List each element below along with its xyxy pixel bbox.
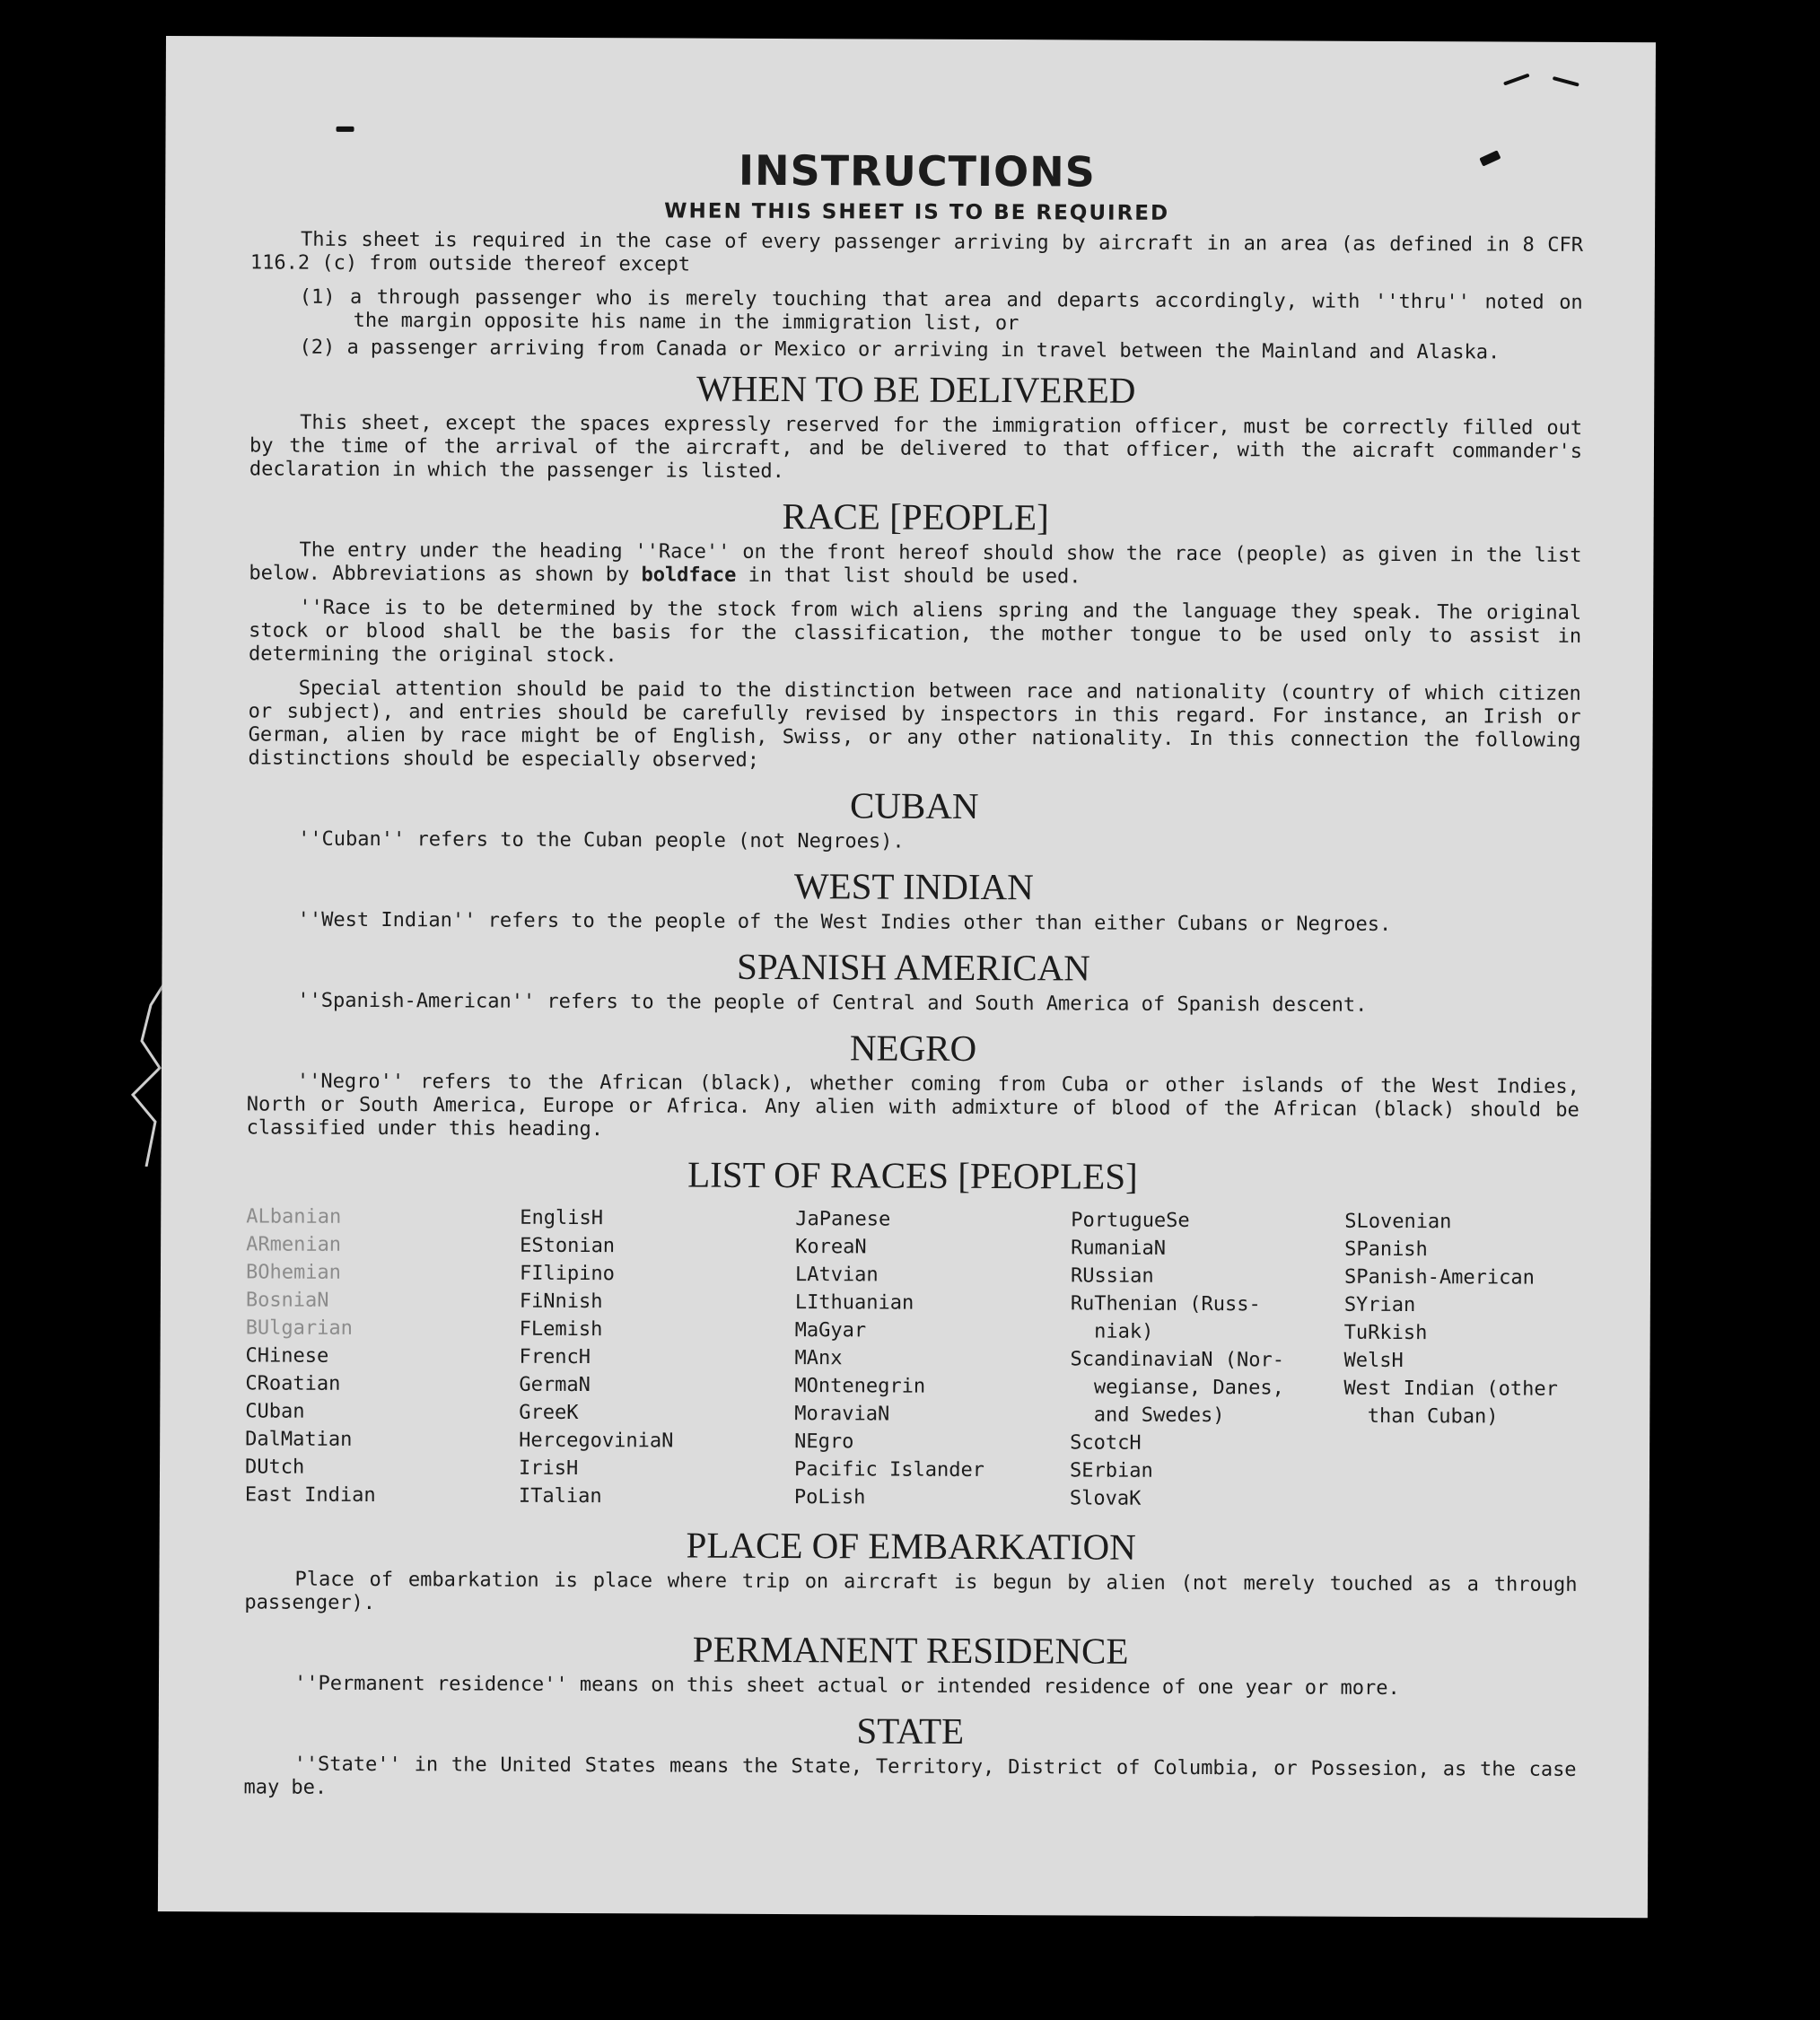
race-list-item: GreeK [519, 1401, 579, 1425]
race-list-item: SPanish-American [1343, 1265, 1535, 1290]
race-column [519, 1204, 795, 1511]
exception-item-2: (2) a passenger arriving from Canada or Mexico or arriving in travel between the Mainland and Alaska. [299, 336, 1501, 364]
section-heading-west-indian: WEST INDIAN [793, 865, 1034, 908]
race-column [794, 1205, 1071, 1512]
ink-mark [337, 127, 354, 132]
race-list-item: SYrian [1343, 1293, 1416, 1317]
ink-mark [1553, 76, 1579, 87]
race-list-item: MoraviaN [794, 1403, 890, 1426]
ink-mark [1503, 74, 1530, 86]
west-indian-text: ''West Indian'' refers to the people of the West Indies other than either Cubans or Negroes. [297, 908, 1392, 936]
race-p1-tail: in that list should be used. [736, 564, 1081, 589]
race-list-item: IrisH [518, 1456, 579, 1481]
race-list-item: LIthuanian [794, 1291, 914, 1315]
race-list-item: RuThenian (Russ- [1070, 1292, 1261, 1316]
race-list-item: BUlgarian [245, 1316, 353, 1340]
section-heading-residence: PERMANENT RESIDENCE [692, 1628, 1129, 1672]
race-list-item: FLemish [519, 1317, 603, 1342]
race-list-item: niak) [1070, 1320, 1154, 1343]
race-column [245, 1202, 520, 1509]
race-list-item: East Indian [244, 1483, 376, 1508]
residence-text: ''Permanent residence'' means on this sheet actual or intended residence of one year or more. [293, 1672, 1400, 1701]
race-list-item: ARmenian [246, 1233, 342, 1256]
race-list-item: ScandinaviaN (Nor- [1070, 1348, 1285, 1372]
race-list-item: CUban [245, 1400, 305, 1423]
race-list-item: FiNnish [519, 1290, 603, 1314]
race-list-item: LAtvian [794, 1264, 879, 1287]
race-list-item: PortugueSe [1071, 1209, 1190, 1232]
section-heading-race-list: LIST OF RACES [PEOPLES] [687, 1153, 1138, 1197]
section-heading-race: RACE [PEOPLE] [782, 495, 1049, 538]
race-list-item: DalMatian [245, 1428, 353, 1451]
race-paragraph-2: ''Race is to be determined by the stock from wich aliens spring and the language they speak. The original stock or blood shall be the basis for the classification, the mother tongue to be used only to assist in determining the original stock. [248, 596, 1582, 668]
race-list-item: BosniaN [245, 1289, 329, 1312]
spanish-american-text: ''Spanish-American'' refers to the people of Central and South America of Spanish descent. [297, 989, 1368, 1017]
boldface-word: boldface [641, 564, 737, 587]
race-list-item: wegianse, Danes, [1070, 1376, 1284, 1400]
race-list-item: West Indian (other [1343, 1377, 1558, 1401]
race-list-item: Pacific Islander [793, 1458, 985, 1482]
race-list-item: WelsH [1343, 1349, 1404, 1373]
race-list-item: KoreaN [795, 1236, 867, 1259]
section-heading-state: STATE [856, 1710, 965, 1752]
race-p1-text: The entry under the heading ''Race'' on the front hereof should show the race (people) as given in the list below. Abbreviations as shown by [249, 538, 1582, 587]
race-list-item: EStonian [520, 1234, 616, 1258]
race-list-item: EnglisH [520, 1206, 604, 1230]
page-title: INSTRUCTIONS [738, 145, 1096, 197]
race-list-item: DUtch [244, 1456, 305, 1479]
section-heading-cuban: CUBAN [849, 784, 979, 826]
delivered-text: This sheet, except the spaces expressly reserved for the immigration officer, must be correctly filled out by the time of the arrival of the aircraft, and be delivered to that officer, with the aicraft commander's declaration in which the passenger is listed. [249, 411, 1583, 484]
race-paragraph-1 [249, 538, 1581, 590]
race-list-item: BOhemian [245, 1261, 342, 1284]
race-paragraph-3: Special attention should be paid to the distinction between race and nationality (country of which citizen or subject), and entries should be carefully revised by inspectors in this regard. For instance, an Irish or German, alien by race might be of English, Swiss, or any other nationality. In this connection the following distinctions should be especially observed; [248, 677, 1581, 772]
race-list-item: FrencH [519, 1345, 591, 1369]
race-list-item: RumaniaN [1071, 1237, 1167, 1260]
cuban-text: ''Cuban'' refers to the Cuban people (not Negroes). [298, 827, 905, 853]
section-heading-spanish-american: SPANISH AMERICAN [736, 945, 1090, 989]
race-list-item: SErbian [1069, 1459, 1153, 1482]
embarkation-text: Place of embarkation is place where trip on aircraft is begun by alien (not merely touched as a through passenger). [244, 1568, 1578, 1615]
section-heading-embarkation: PLACE OF EMBARKATION [686, 1524, 1136, 1568]
race-list-item: MAnx [794, 1347, 843, 1370]
negro-text: ''Negro'' refers to the African (black), whether coming from Cuba or other islands of the West Indies, North or South America, Europe or Africa. Any alien with admixture of blood of the African (black) should be classified under this heading. [246, 1070, 1579, 1141]
race-list-item: SPanish [1344, 1237, 1428, 1262]
race-list-item: CHinese [245, 1344, 329, 1368]
race-list-item: ITalian [518, 1484, 602, 1508]
race-list-item: than Cuban) [1343, 1404, 1499, 1429]
race-list-item: JaPanese [795, 1208, 891, 1231]
race-list-item: PoLish [793, 1486, 866, 1509]
race-list-item: RUssian [1070, 1264, 1154, 1288]
race-list-item: MaGyar [794, 1319, 867, 1342]
race-list-item: CRoatian [245, 1372, 341, 1395]
section-heading-negro: NEGRO [849, 1027, 977, 1069]
race-list [245, 1202, 1579, 1514]
race-list-item: TuRkish [1343, 1321, 1428, 1345]
race-list-item: NEgro [794, 1430, 854, 1454]
page-subtitle: WHEN THIS SHEET IS TO BE REQUIRED [664, 199, 1170, 225]
race-list-item: ScotcH [1070, 1431, 1142, 1455]
race-list-item: MOntenegrin [794, 1375, 926, 1398]
required-intro: This sheet is required in the case of every passenger arriving by aircraft in an area (as defined in 8 CFR 116.2 (c) from outside thereof except [249, 228, 1584, 276]
exception-item-1: (1) a through passenger who is merely touching that area and departs accordingly, with ''thru'' noted on the margin opposite his name in the immigration list, or [299, 285, 1583, 336]
race-list-item: FIlipino [519, 1262, 616, 1286]
race-list-item: GermaN [519, 1373, 591, 1397]
document-sheet [158, 36, 1656, 1918]
race-list-item: SlovaK [1069, 1487, 1142, 1510]
instructions-content [243, 144, 1583, 1815]
state-text: ''State'' in the United States means the State, Territory, District of Columbia, or Possesion, as the case may be. [243, 1753, 1577, 1799]
race-column [1343, 1208, 1579, 1515]
section-heading-delivered: WHEN TO BE DELIVERED [696, 367, 1136, 411]
race-list-item: SLovenian [1344, 1210, 1452, 1234]
race-list-item: ALbanian [246, 1205, 342, 1229]
race-list-item: HercegoviniaN [519, 1429, 674, 1453]
race-list-item: and Swedes) [1070, 1404, 1225, 1428]
race-column [1070, 1206, 1344, 1513]
